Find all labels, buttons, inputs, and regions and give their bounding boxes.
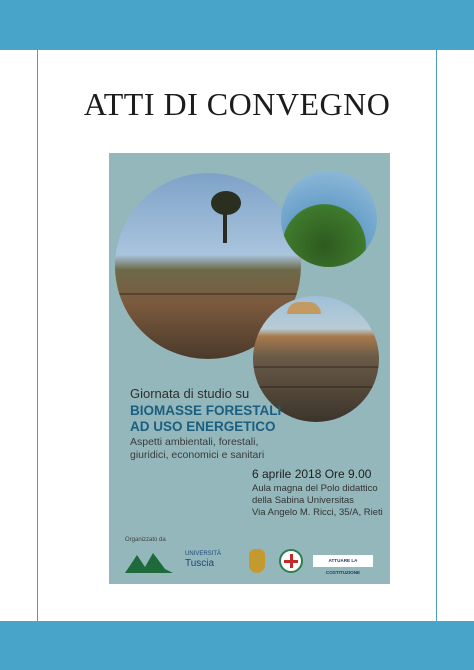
- medical-cross-icon: [279, 549, 303, 573]
- pine-forest-photo-circle: [281, 171, 377, 267]
- venue-line3: Via Angelo M. Ricci, 35/A, Rieti: [252, 507, 383, 518]
- venue-line1: Aula magna del Polo didattico: [252, 483, 378, 494]
- left-border-line: [37, 50, 38, 621]
- poster-subtitle-line1: Aspetti ambientali, forestali,: [130, 436, 259, 448]
- poster-subtitle: [130, 436, 385, 462]
- city-crest-icon: [249, 549, 265, 573]
- pine-tree-shape: [211, 191, 241, 215]
- bottom-band: [0, 621, 474, 670]
- track-texture: [253, 366, 379, 368]
- poster-subtitle-line2: giuridici, economici e sanitari: [130, 449, 265, 461]
- tuscia-logo-small: UNIVERSITÀ: [185, 551, 222, 557]
- sponsor-logos: [109, 545, 390, 579]
- tuscia-logo-name: Tuscia: [185, 558, 215, 569]
- event-poster: [109, 153, 390, 584]
- tree-trunk-shape: [223, 213, 227, 243]
- event-date-time: 6 aprile 2018 Ore 9.00: [252, 467, 372, 481]
- right-border-line: [436, 50, 437, 621]
- event-venue: [252, 483, 390, 519]
- poster-title-line1: BIOMASSE FORESTALI: [130, 403, 282, 418]
- poster-intro: Giornata di studio su: [130, 386, 250, 401]
- venue-line2: della Sabina Universitas: [252, 495, 354, 506]
- mountain-logo-icon: [125, 551, 173, 573]
- tuscia-university-logo: [185, 551, 239, 573]
- woodchip-pile-shape: [287, 302, 321, 314]
- top-band: [0, 0, 474, 50]
- organizer-label: Organizzato da: [125, 537, 166, 543]
- ground-texture: [115, 293, 301, 295]
- costituzione-logo: ATTUARE LA COSTITUZIONE: [313, 555, 373, 567]
- poster-title: [130, 403, 385, 435]
- poster-title-line2: AD USO ENERGETICO: [130, 419, 276, 434]
- page-heading: ATTI DI CONVEGNO: [83, 86, 391, 122]
